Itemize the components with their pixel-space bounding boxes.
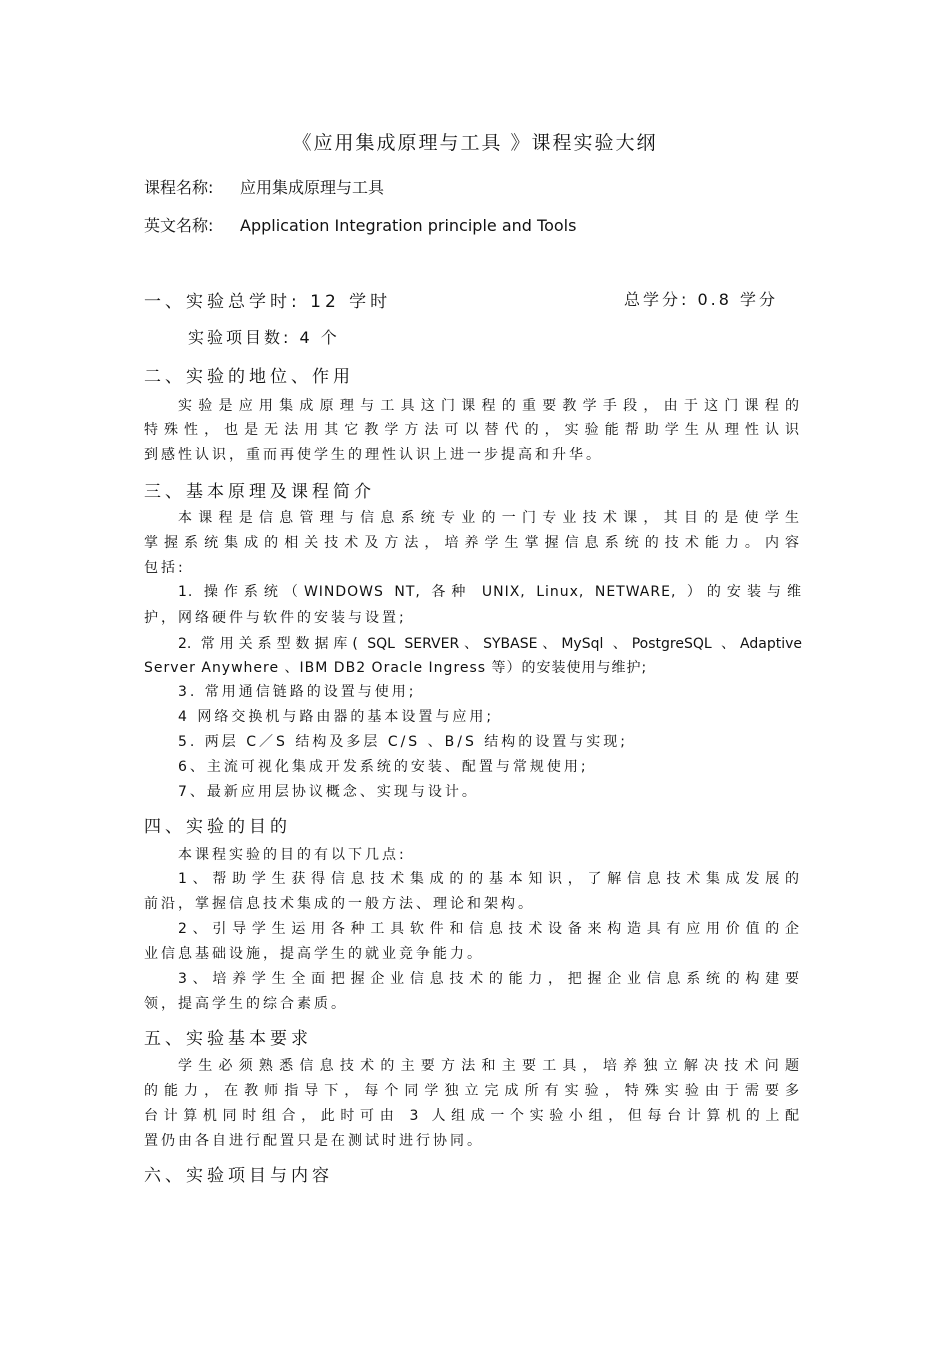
s4-line-4: 2、引导学生运用各种工具软件和信息技术设备来构造具有应用价值的企 bbox=[178, 921, 802, 937]
s3-line-10: 5. 两层 C／S 结构及多层 C/S 、B/S 结构的设置与实现; bbox=[178, 734, 629, 750]
s4-line-1: 本课程实验的目的有以下几点: bbox=[178, 847, 407, 863]
s3-line-11: 6、主流可视化集成开发系统的安装、配置与常规使用; bbox=[178, 759, 589, 775]
experiment-count: 实验项目数: 4 个 bbox=[188, 328, 340, 347]
s3-line-12: 7、最新应用层协议概念、实现与设计。 bbox=[178, 784, 479, 800]
english-name-label: 英文名称: bbox=[144, 216, 214, 235]
total-credits: 总学分: 0.8 学分 bbox=[624, 290, 779, 309]
course-name-label: 课程名称: bbox=[144, 178, 214, 197]
s5-line-4: 置仍由各自进行配置只是在测试时进行协同。 bbox=[144, 1133, 484, 1149]
course-name-row bbox=[144, 175, 384, 198]
s3-line-3: 包括: bbox=[144, 560, 186, 576]
s5-line-3: 台计算机同时组合，此时可由 3 人组成一个实验小组，但每台计算机的上配 bbox=[144, 1108, 802, 1124]
s2-line-2: 特殊性，也是无法用其它教学方法可以替代的，实验能帮助学生从理性认识 bbox=[144, 422, 802, 438]
section-4-heading: 四、实验的目的 bbox=[144, 817, 291, 837]
s4-line-5: 业信息基础设施，提高学生的就业竞争能力。 bbox=[144, 946, 484, 962]
s4-line-3: 前沿，掌握信息技术集成的一般方法、理论和架构。 bbox=[144, 896, 535, 912]
s3-line-8: 3. 常用通信链路的设置与使用; bbox=[178, 684, 417, 700]
s3-line-9: 4 网络交换机与路由器的基本设置与应用; bbox=[178, 709, 495, 725]
section-3-heading: 三、基本原理及课程简介 bbox=[144, 482, 375, 502]
s3-line-6: 2. 常用关系型数据库( SQL SERVER、SYBASE、MySql 、PostgreSQL 、Adaptive bbox=[178, 636, 802, 652]
s2-line-3: 到感性认识，重而再使学生的理性认识上进一步提高和升华。 bbox=[144, 447, 603, 463]
section-2-heading: 二、实验的地位、作用 bbox=[144, 367, 354, 387]
s4-line-2: 1、帮助学生获得信息技术集成的的基本知识，了解信息技术集成发展的 bbox=[178, 871, 802, 887]
s5-line-1: 学生必须熟悉信息技术的主要方法和主要工具，培养独立解决技术问题 bbox=[178, 1058, 802, 1074]
course-name-value: 应用集成原理与工具 bbox=[240, 178, 385, 197]
s2-line-1: 实验是应用集成原理与工具这门课程的重要教学手段，由于这门课程的 bbox=[178, 398, 802, 414]
s3-line-7: Server Anywhere 、IBM DB2 Oracle Ingress 等）的安装使用与维护; bbox=[144, 660, 648, 676]
section-1-heading: 一、实验总学时: 12 学时 bbox=[144, 292, 392, 312]
section-5-heading: 五、实验基本要求 bbox=[144, 1029, 312, 1049]
s3-line-4: 1. 操作系统（WINDOWS NT, 各种 UNIX, Linux, NETWARE, ）的安装与维 bbox=[178, 584, 802, 600]
english-name-row bbox=[144, 213, 576, 236]
s4-line-7: 领，提高学生的综合素质。 bbox=[144, 996, 348, 1012]
section-6-heading: 六、实验项目与内容 bbox=[144, 1166, 333, 1186]
s3-line-5: 护，网络硬件与软件的安装与设置; bbox=[144, 610, 407, 626]
english-name-value: Application Integration principle and Tools bbox=[240, 216, 577, 235]
s3-line-2: 掌握系统集成的相关技术及方法，培养学生掌握信息系统的技术能力。内容 bbox=[144, 535, 802, 551]
s4-line-6: 3、培养学生全面把握企业信息技术的能力，把握企业信息系统的构建要 bbox=[178, 971, 802, 987]
s5-line-2: 的能力，在教师指导下，每个同学独立完成所有实验，特殊实验由于需要多 bbox=[144, 1083, 802, 1099]
s3-line-1: 本课程是信息管理与信息系统专业的一门专业技术课，其目的是使学生 bbox=[178, 510, 802, 526]
document-title: 《应用集成原理与工具 》课程实验大纲 bbox=[292, 132, 658, 154]
